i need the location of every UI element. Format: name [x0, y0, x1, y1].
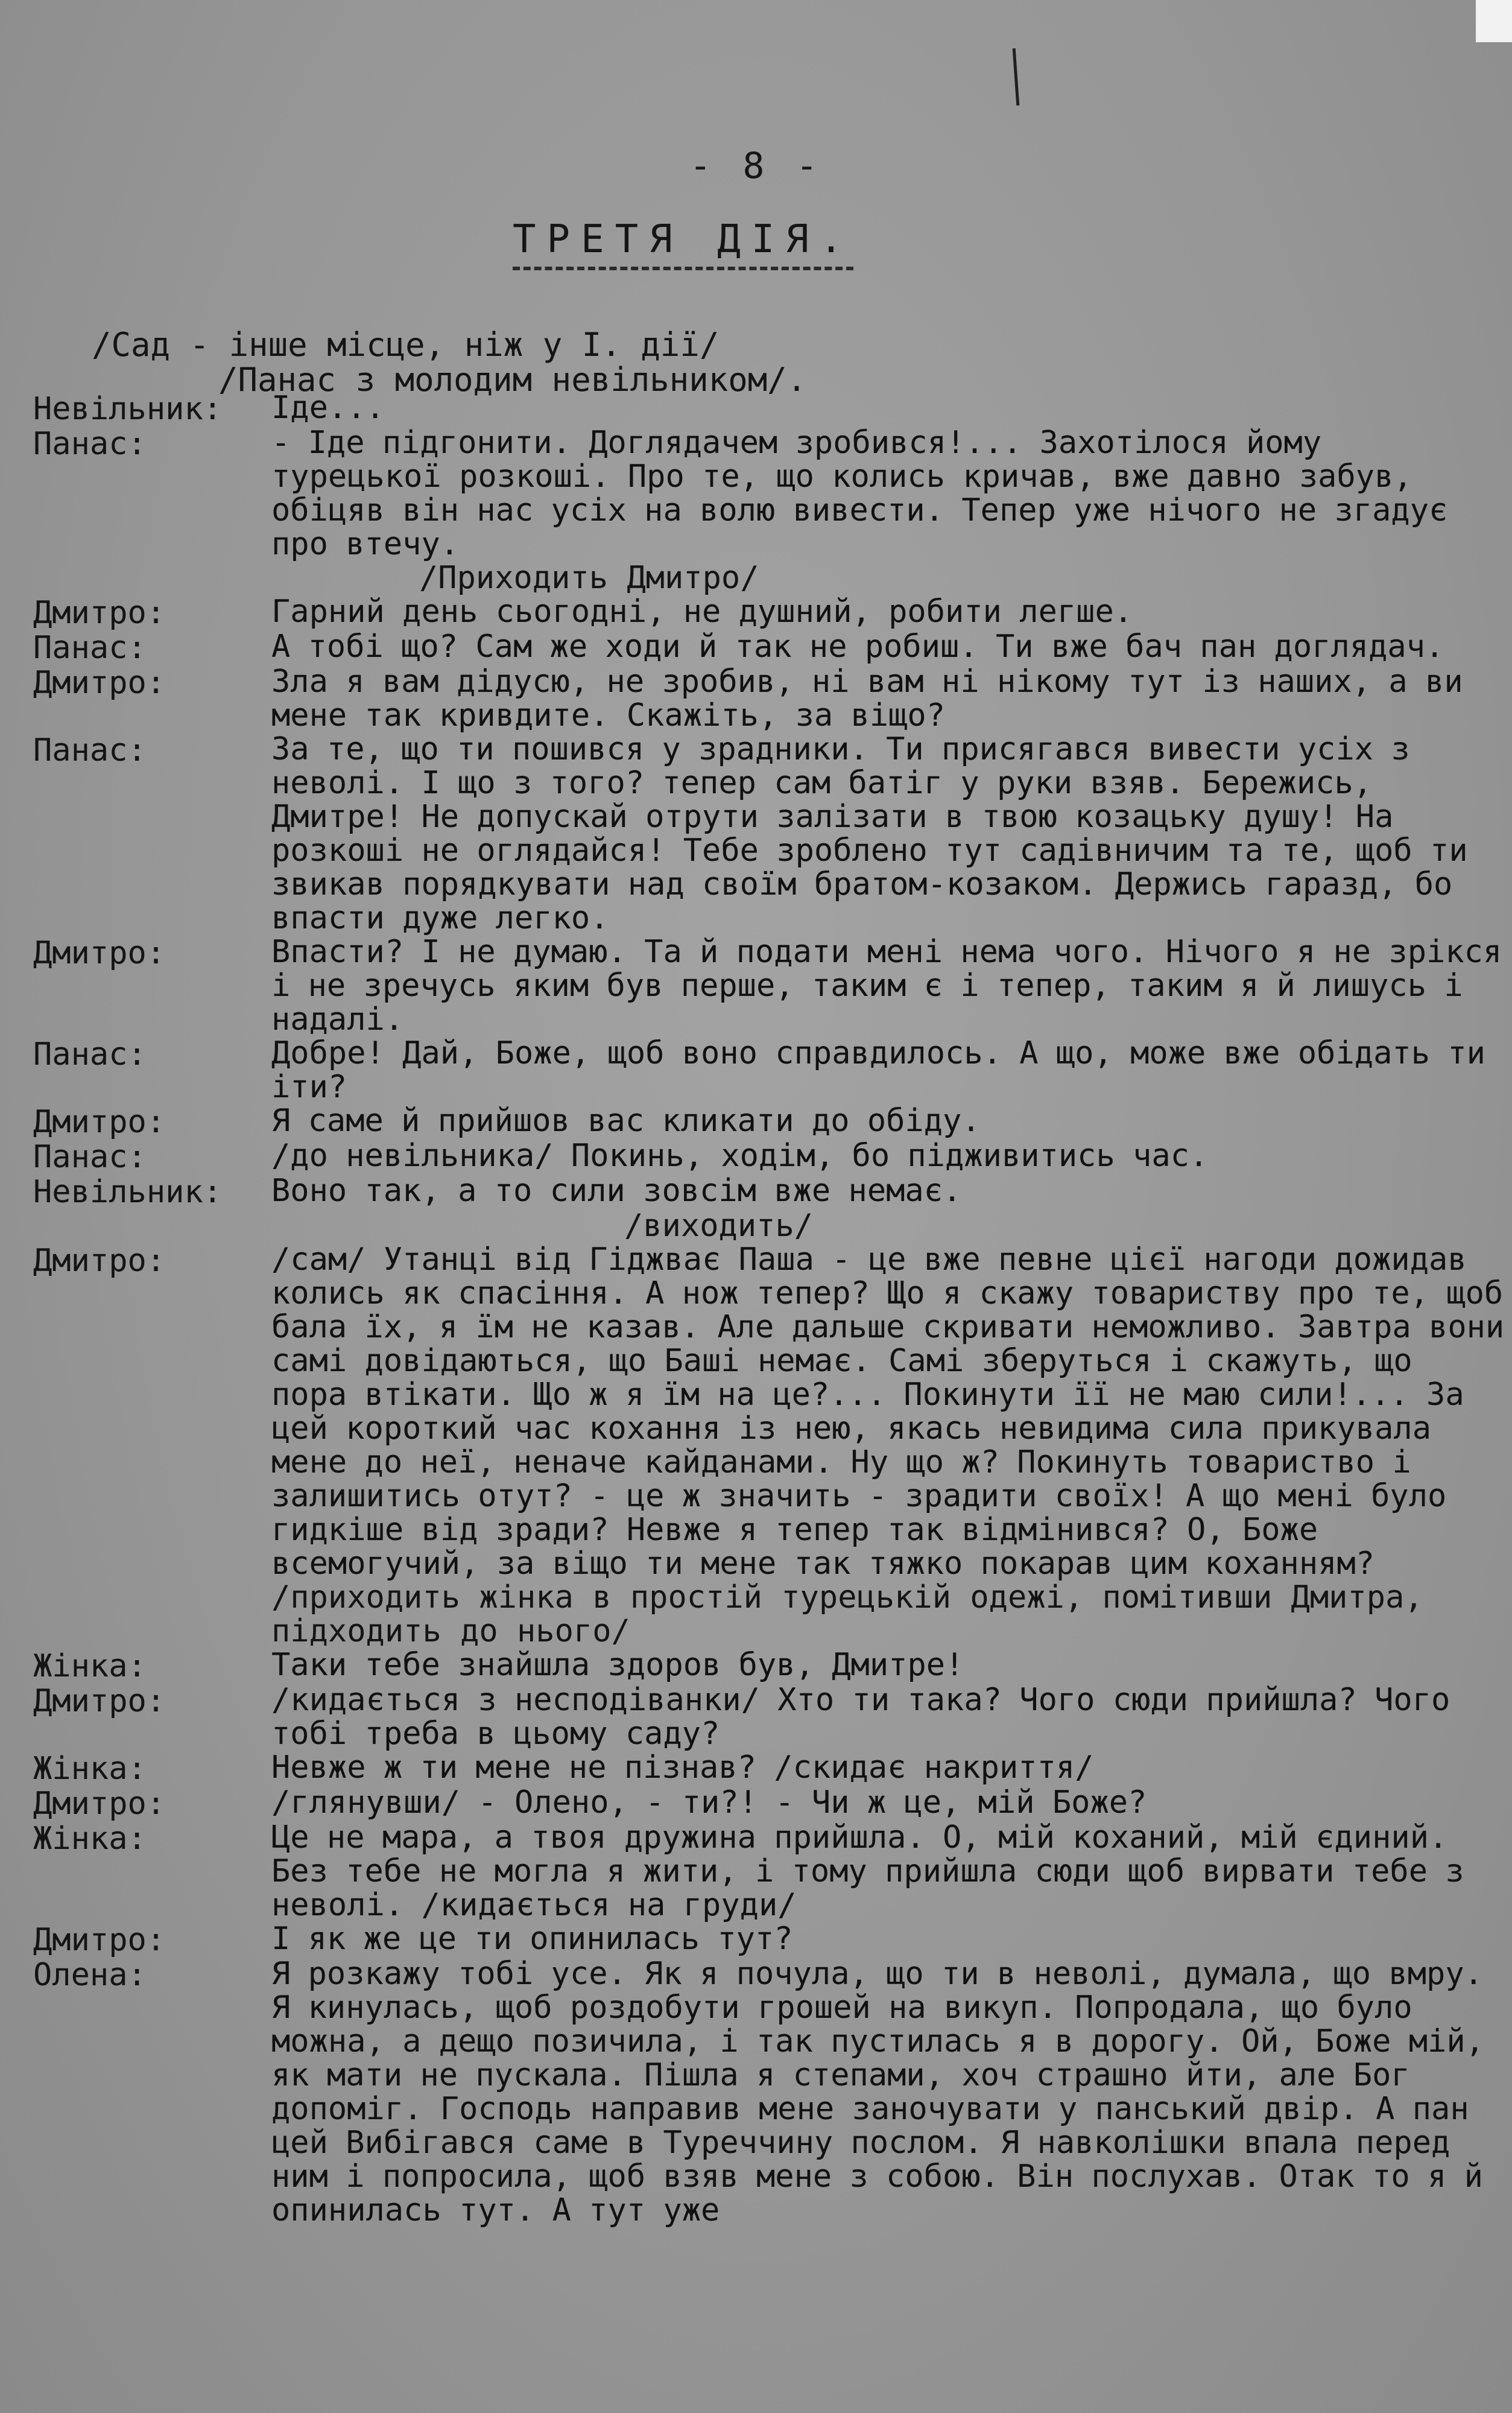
- dialogue-line: [33, 1922, 1505, 1957]
- line-text: А тобі що? Сам же ходи й так не робиш. Ти вже бач пан доглядач.: [271, 629, 1444, 665]
- speaker-name: Дмитро:: [33, 1243, 166, 1278]
- speaker-name: Дмитро:: [33, 1683, 166, 1718]
- stage-direction-setting: /Сад - інше місце, ніж у І. дії/: [92, 326, 720, 364]
- speaker-name: Панас:: [33, 1139, 147, 1174]
- line-text: Я розкажу тобі усе. Як я почула, що ти в неволі, думала, що вмру. Я кинулась, щоб роздобути грошей на викуп. Попродала, що було можна, а дещо позичила, і так пустилась я в дорогу. Ой, Боже мій, як мати не пускала. Пішла я степами, хоч страшно йти, але Бог допоміг. Господь направив мене заночувати у панський двір. А пан цей Вибігався саме в Туреччину послом. Я навколішки впала перед ним і попросила, щоб взяв мене з собою. Він послухав. Отак то я й опинилась тут. А тут уже: [271, 1956, 1484, 2228]
- line-text: Невже ж ти мене не пізнав? /скидає накриття/: [271, 1749, 1094, 1786]
- speaker-name: Дмитро:: [33, 1922, 166, 1957]
- line-text: /до невільника/ Покинь, ходім, бо підживитись час.: [271, 1138, 1209, 1174]
- speaker-name: Панас:: [33, 630, 147, 665]
- dialogue-line: [33, 732, 1505, 935]
- speaker-name: Дмитро:: [33, 935, 166, 970]
- line-text: Впасти? І не думаю. Та й подати мені нема чого. Нічого я не зрікся і не зречусь яким був перше, таким є і тепер, таким я й лишусь і надалі.: [271, 934, 1502, 1038]
- dialogue-line: [33, 1751, 1505, 1786]
- dialogue-line: [33, 391, 1505, 426]
- line-text: Воно так, а то сили зовсім вже немає.: [271, 1173, 962, 1209]
- dialogue-part-1b: [33, 595, 1505, 1209]
- speaker-name: Панас:: [33, 1036, 147, 1071]
- dialogue-line: [33, 1648, 1505, 1683]
- stage-direction-enter-dmytro: /Приходить Дмитро/: [419, 560, 759, 596]
- ink-scratch: [1013, 48, 1020, 106]
- speaker-name: Панас:: [33, 426, 147, 461]
- speaker-name: Жінка:: [33, 1821, 147, 1856]
- dialogue-block: [33, 391, 1505, 2227]
- dialogue-line: [33, 1683, 1505, 1751]
- speaker-name: Дмитро:: [33, 1104, 166, 1139]
- dialogue-line: [33, 630, 1505, 665]
- speaker-name: Дмитро:: [33, 595, 166, 630]
- dialogue-line: [33, 1243, 1505, 1581]
- line-text: За те, що ти пошився у зрадники. Ти присягався вивести усіх з неволі. І що з того? тепер сам батіг у руки взяв. Бережись, Дмитре! Не допускай отрути залізати в твою козацьку душу! На розкоші не оглядайся! Тебе зроблено тут садівничим та те, щоб ти звикав порядкувати над своїм братом-козаком. Держись гаразд, бо впасти дуже легко.: [271, 731, 1468, 936]
- dialogue-line: [33, 1821, 1505, 1922]
- speaker-name: Дмитро:: [33, 665, 166, 700]
- line-text: - Іде підгонити. Доглядачем зробився!... Захотілося йому турецької розкоші. Про те, що колись кричав, вже давно забув, обіцяв він нас усіх на волю вивести. Тепер уже нічого не згадує про втечу.: [271, 425, 1448, 562]
- speaker-name: Невільник:: [33, 1174, 223, 1209]
- dialogue-line: [33, 1174, 1505, 1209]
- dialogue-part-2: [33, 1243, 1505, 1581]
- dialogue-line: [33, 935, 1505, 1036]
- speaker-name: Жінка:: [33, 1648, 147, 1683]
- line-text: Таки тебе знайшла здоров був, Дмитре!: [271, 1647, 964, 1683]
- dialogue-line: [33, 595, 1505, 630]
- line-text: Добре! Дай, Боже, щоб воно справдилось. А що, може вже обідать ти іти?: [271, 1035, 1485, 1105]
- dialogue-line: [33, 426, 1505, 561]
- act-title: ТРЕТЯ ДІЯ.: [513, 217, 853, 270]
- line-text: /глянувши/ - Олено, - ти?! - Чи ж це, мій Боже?: [271, 1784, 1147, 1821]
- line-text: І як же це ти опинилась тут?: [271, 1921, 793, 1957]
- stage-direction-exit: /виходить/: [624, 1208, 814, 1244]
- line-text: /сам/ Утанці від Гіджває Паша - це вже певне цієї нагоди дожидав колись як спасіння. А нож тепер? Що я скажу товариству про те, щоб бала їх, я їм не казав. Але дальше скривати неможливо. Завтра вони самі довідаються, що Баші немає. Самі зберуться і скажуть, що пора втікати. Що ж я їм на це?... Покинути її не маю сили!... За цей короткий час кохання із нею, якась невидима сила прикувала мене до неї, неначе кайданами. Ну що ж? Покинуть товариство і залишитись отут? - це ж значить - зрадити своїх! А що мені було гидкіше від зради? Невже я тепер так відмінився? О, Боже всемогучий, за віщо ти мене так тяжко покарав цим коханням?: [271, 1241, 1505, 1582]
- dialogue-part-1: [33, 391, 1505, 561]
- dialogue-line: [33, 665, 1505, 732]
- dialogue-line: [33, 1957, 1505, 2227]
- stage-direction-characters: /Панас з молодим невільником/.: [218, 361, 807, 399]
- speaker-name: Дмитро:: [33, 1786, 166, 1821]
- dialogue-line: [33, 1139, 1505, 1174]
- dialogue-line: [33, 1036, 1505, 1104]
- line-text: Це не мара, а твоя дружина прийшла. О, мій коханий, мій єдиний. Без тебе не могла я жити, і тому прийшла сюди щоб вирвати тебе з неволі. /кидається на груди/: [271, 1819, 1464, 1923]
- speaker-name: Олена:: [33, 1957, 147, 1992]
- speaker-name: Панас:: [33, 732, 147, 767]
- speaker-name: Жінка:: [33, 1751, 147, 1786]
- line-text: /кидається з несподіванки/ Хто ти така? Чого сюди прийшла? Чого тобі треба в цьому саду?: [271, 1682, 1450, 1752]
- line-text: Іде...: [271, 390, 385, 426]
- line-text: Гарний день сьогодні, не душний, робити легше.: [271, 594, 1133, 630]
- dialogue-line: [33, 1786, 1505, 1821]
- page-number: - 8 -: [689, 145, 823, 187]
- dialogue-part-3: [33, 1648, 1505, 2227]
- speaker-name: Невільник:: [33, 391, 223, 426]
- dialogue-line: [33, 1104, 1505, 1139]
- line-text: Я саме й прийшов вас кликати до обіду.: [271, 1103, 981, 1139]
- paper-stain: [1476, 0, 1512, 42]
- line-text: Зла я вам дідусю, не зробив, ні вам ні нікому тут із наших, а ви мене так кривдите. Скажіть, за віщо?: [271, 664, 1463, 734]
- stage-direction-enter-woman: /приходить жінка в простій турецькій одежі, помітивши Дмитра, підходить до нього/: [271, 1579, 1423, 1649]
